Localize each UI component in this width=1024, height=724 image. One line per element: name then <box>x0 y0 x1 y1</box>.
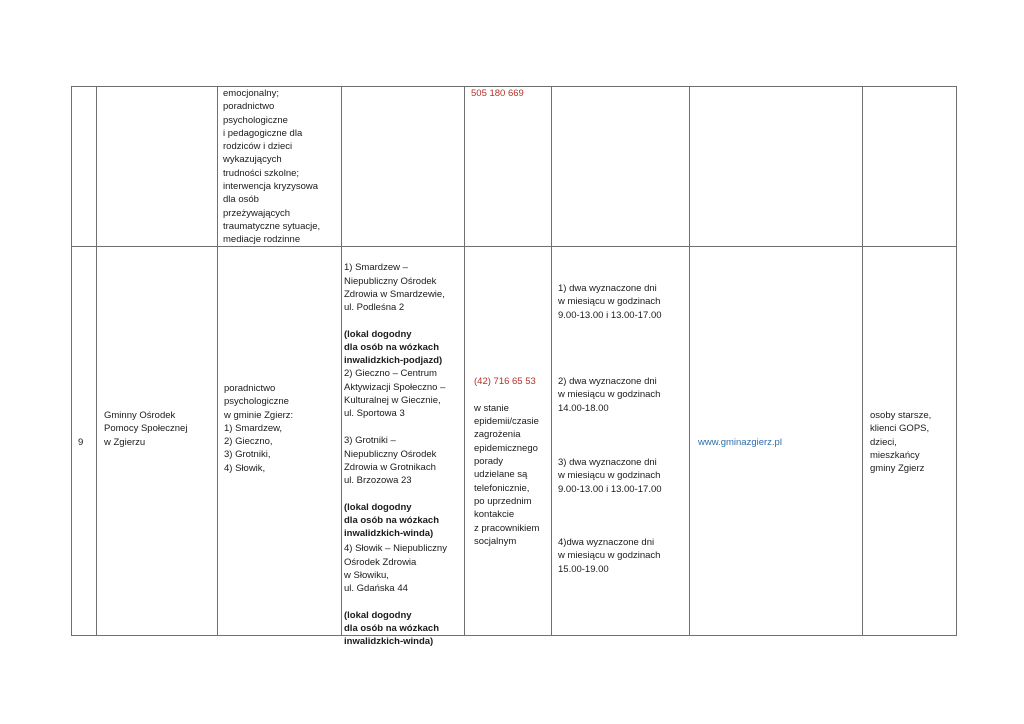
column-divider <box>96 86 97 636</box>
table-border-right <box>956 86 957 636</box>
target-group-cell: osoby starsze, klienci GOPS, dzieci, mieszkańcy gminy Zgierz <box>870 410 932 475</box>
location-address: 2) Gieczno – Centrum Aktywizacji Społeczno – Kulturalnej w Giecznie, ul. Sportowa 3 <box>344 368 446 420</box>
table-border-left <box>71 86 72 636</box>
phone-cell-continued: 505 180 669 <box>471 88 524 99</box>
hours-entry: 3) dwa wyznaczone dni w miesiącu w godzinach 9.00-13.00 i 13.00-17.00 <box>558 457 662 495</box>
table-border-bottom <box>71 635 957 636</box>
services-cell: poradnictwo psychologiczne w gminie Zgierz: 1) Smardzew, 2) Gieczno, 3) Grotniki, 4) Słowik, <box>224 383 294 474</box>
website-link[interactable]: www.gminazgierz.pl <box>698 437 782 448</box>
hours-entry: 1) dwa wyznaczone dni w miesiącu w godzinach 9.00-13.00 i 13.00-17.00 <box>558 283 662 321</box>
contact-cell <box>474 362 539 561</box>
column-divider <box>551 86 552 636</box>
location-address: 4) Słowik – Niepubliczny Ośrodek Zdrowia w Słowiku, ul. Gdańska 44 <box>344 543 447 595</box>
location-address: 3) Grotniki – Niepubliczny Ośrodek Zdrowia w Grotnikach ul. Brzozowa 23 <box>344 435 437 487</box>
institution-name: Gminny Ośrodek Pomocy Społecznej w Zgierzu <box>104 410 188 448</box>
column-divider <box>217 86 218 636</box>
hours-entry: 2) dwa wyznaczone dni w miesiącu w godzinach 14.00-18.00 <box>558 376 661 414</box>
column-divider <box>689 86 690 636</box>
location-accessibility: (lokal dogodny dla osób na wózkach inwalidzkich-winda) <box>344 501 440 540</box>
location-address: 1) Smardzew – Niepubliczny Ośrodek Zdrowia w Smardzewie, ul. Podleśna 2 <box>344 262 445 314</box>
location-accessibility: (lokal dogodny dla osób na wózkach inwalidzkich-winda) <box>344 609 440 648</box>
contact-note: w stanie epidemii/czasie zagrożenia epidemicznego porady udzielane są telefonicznie, po uprzednim kontakcie z pracownikiem socjalnym <box>474 402 540 547</box>
row-divider <box>71 246 957 247</box>
column-divider <box>862 86 863 636</box>
hours-entry: 4)dwa wyznaczone dni w miesiącu w godzinach 15.00-19.00 <box>558 537 661 575</box>
location-entry <box>344 529 447 662</box>
row-number: 9 <box>78 437 84 448</box>
services-cell-continued: emocjonalny; poradnictwo psychologiczne i pedagogiczne dla rodziców i dzieci wykazujących trudności szkolne; interwencja kryzysowa dla osób przeżywających traumatyczne sytuacje, mediacje rodzinne <box>223 88 321 246</box>
column-divider <box>341 86 342 636</box>
column-divider <box>464 86 465 636</box>
phone-number: (42) 716 65 53 <box>474 376 536 388</box>
location-accessibility: (lokal dogodny dla osób na wózkach inwalidzkich-podjazd) <box>344 328 443 367</box>
